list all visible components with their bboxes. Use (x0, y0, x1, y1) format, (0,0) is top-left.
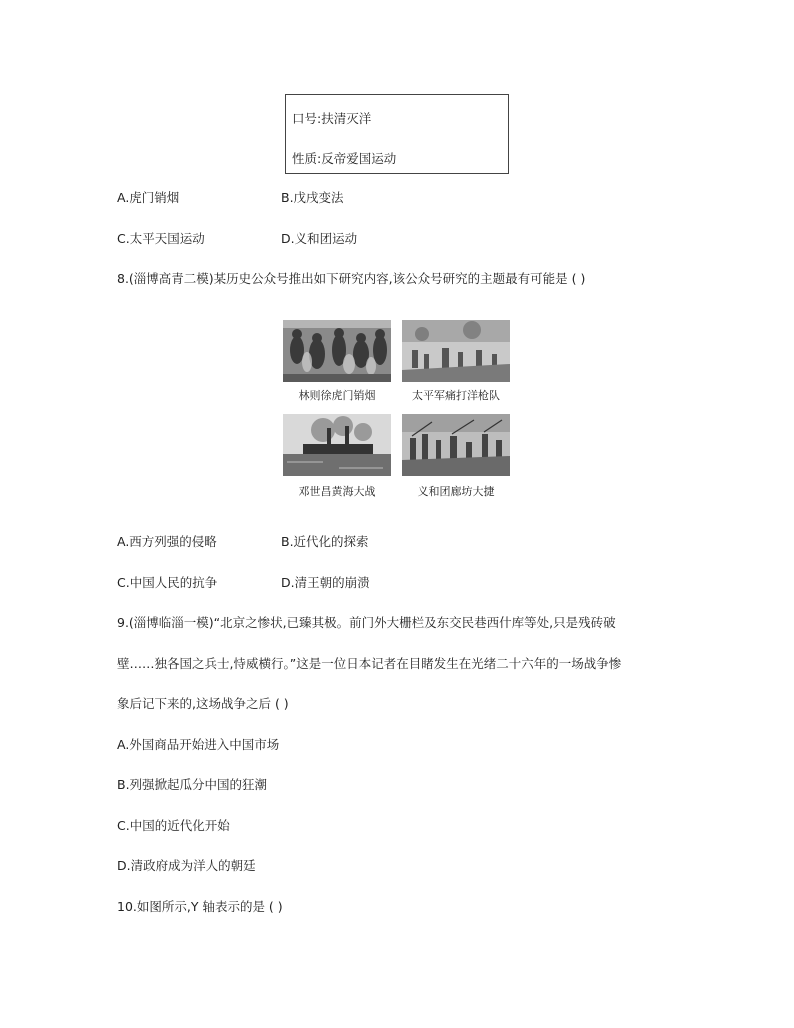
image-caption-4: 义和团廊坊大捷 (417, 485, 495, 498)
q9-option-b[interactable]: B.列强掀起瓜分中国的狂潮 (117, 777, 268, 792)
q9-stem-line-3: 象后记下来的,这场战争之后 ( ) (117, 696, 289, 711)
slogan-line: 口号:扶清灭洋 (292, 111, 372, 126)
q9-option-a[interactable]: A.外国商品开始进入中国市场 (117, 737, 280, 752)
q7-option-a[interactable]: A.虎门销烟 (117, 190, 180, 205)
relief-sculpture-image (283, 320, 391, 382)
q9-option-c[interactable]: C.中国的近代化开始 (117, 818, 230, 833)
q9-stem-line-2: 壁……独各国之兵士,恃威横行。”这是一位日本记者在目睹发生在光绪二十六年的一场战争惨 (117, 656, 622, 671)
q8-option-c[interactable]: C.中国人民的抗争 (117, 575, 218, 590)
image-caption-2: 太平军痛打洋枪队 (412, 389, 500, 402)
q7-option-b[interactable]: B.戊戌变法 (281, 190, 344, 205)
battle-engraving-image-1 (402, 320, 510, 382)
q8-option-d[interactable]: D.清王朝的崩溃 (281, 575, 370, 590)
q9-option-d[interactable]: D.清政府成为洋人的朝廷 (117, 858, 256, 873)
nature-line: 性质:反帝爱国运动 (292, 151, 397, 166)
q8-stem: 8.(淄博高青二模)某历史公众号推出如下研究内容,该公众号研究的主题最有可能是 ( ) (117, 271, 586, 286)
q10-stem: 10.如图所示,Y 轴表示的是 ( ) (117, 899, 283, 914)
q7-option-d[interactable]: D.义和团运动 (281, 231, 358, 246)
q8-option-a[interactable]: A.西方列强的侵略 (117, 534, 217, 549)
image-caption-3: 邓世昌黄海大战 (298, 485, 376, 498)
battle-engraving-image-2 (402, 414, 510, 476)
q9-stem-line-1: 9.(淄博临淄一模)“北京之惨状,已臻其极。前门外大栅栏及东交民巷西什库等处,只是残砖破 (117, 615, 616, 630)
q7-option-c[interactable]: C.太平天国运动 (117, 231, 205, 246)
q8-option-b[interactable]: B.近代化的探索 (281, 534, 369, 549)
naval-battle-image (283, 414, 391, 476)
image-caption-1: 林则徐虎门销烟 (298, 389, 376, 402)
material-box (285, 94, 509, 174)
